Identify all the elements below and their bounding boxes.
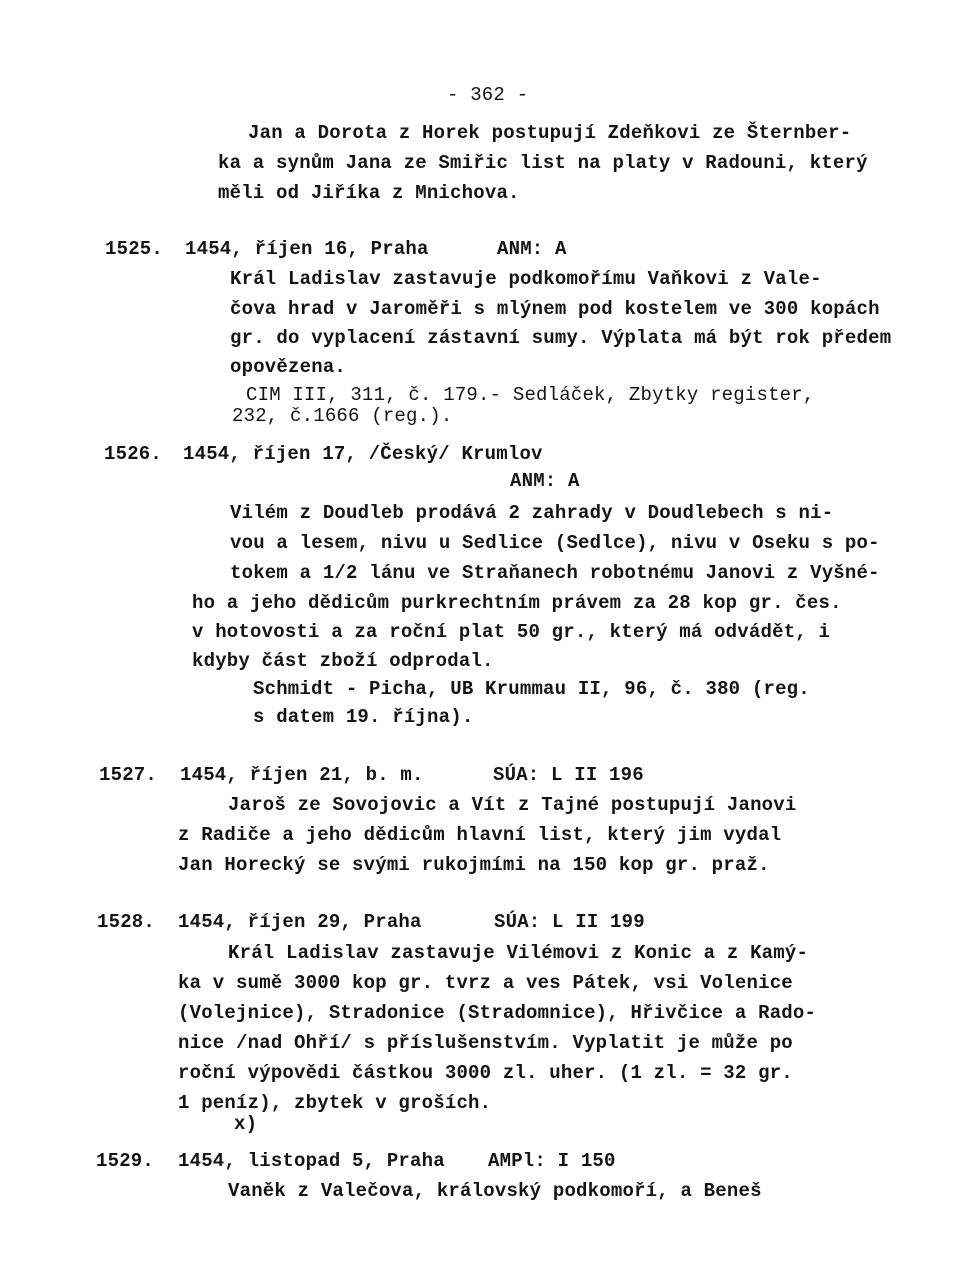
entry-number: 1526. [104,443,163,465]
entry-body-line: vou a lesem, nivu u Sedlice (Sedlce), nivu v Oseku s po- [230,532,880,554]
entry-header: 1454, listopad 5, Praha [178,1150,445,1172]
entry-body-line: roční výpovědi částkou 3000 zl. uher. (1 zl. = 32 gr. [178,1062,793,1084]
entry-source: ANM: A [497,238,567,260]
entry-number: 1527. [99,764,158,786]
entry-body-line: v hotovosti a za roční plat 50 gr., který má odvádět, i [192,621,831,643]
page-number: - 362 - [447,84,529,106]
entry-body-line: ka v sumě 3000 kop gr. tvrz a ves Pátek, vsi Volenice [178,972,793,994]
entry-body-line: 1 peníz), zbytek v groších. [178,1092,492,1114]
entry-body-line: tokem a 1/2 lánu ve Straňanech robotnému Janovi z Vyšné- [230,562,880,584]
entry-number: 1528. [97,911,156,933]
entry-body-line: nice /nad Ohří/ s příslušenstvím. Vyplatit je může po [178,1032,793,1054]
entry-header: 1454, říjen 21, b. m. [180,764,424,786]
intro-line: ka a synům Jana ze Smiřic list na platy v Radouni, který [218,152,868,174]
entry-header: 1454, říjen 17, /Český/ Krumlov [183,443,543,465]
entry-body-line: (Volejnice), Stradonice (Stradomnice), Hřivčice a Rado- [178,1002,817,1024]
entry-header: 1454, říjen 16, Praha [185,238,429,260]
entry-body-line: opovězena. [230,356,347,378]
entry-header: 1454, říjen 29, Praha [178,911,422,933]
entry-reference-line: CIM III, 311, č. 179.- Sedláček, Zbytky register, [246,384,815,406]
entry-body-line: Jaroš ze Sovojovic a Vít z Tajné postupují Janovi [228,794,797,816]
entry-body-line: ho a jeho dědicům purkrechtním právem za 28 kop gr. čes. [192,592,842,614]
entry-reference-line: 232, č.1666 (reg.). [232,405,453,427]
entry-source: SÚA: L II 196 [493,764,644,786]
entry-body-line: Vilém z Doudleb prodává 2 zahrady v Doudlebech s ni- [230,502,834,524]
entry-reference-line: s datem 19. října). [253,706,474,728]
entry-number: 1525. [105,238,164,260]
entry-footnote-mark: x) [234,1113,258,1135]
entry-body-line: Král Ladislav zastavuje Vilémovi z Konic a z Kamý- [228,942,809,964]
entry-source: SÚA: L II 199 [494,911,645,933]
entry-body-line: kdyby část zboží odprodal. [192,650,494,672]
entry-source: AMPl: I 150 [488,1150,616,1172]
entry-number: 1529. [96,1150,155,1172]
entry-body-line: gr. do vyplacení zástavní sumy. Výplata má být rok předem [230,327,892,349]
entry-body-line: z Radiče a jeho dědicům hlavní list, který jim vydal [178,824,782,846]
entry-body-line: Král Ladislav zastavuje podkomořímu Vaňkovi z Vale- [230,268,822,290]
entry-body-line: čova hrad v Jaroměři s mlýnem pod kostelem ve 300 kopách [230,298,880,320]
intro-line: Jan a Dorota z Horek postupují Zdeňkovi ze Šternber- [248,122,852,144]
entry-reference-line: Schmidt - Picha, UB Krummau II, 96, č. 380 (reg. [253,678,810,700]
entry-body-line: Jan Horecký se svými rukojmími na 150 kop gr. praž. [178,854,770,876]
intro-line: měli od Jiříka z Mnichova. [218,182,520,204]
entry-source: ANM: A [510,470,580,492]
entry-body-line: Vaněk z Valečova, královský podkomoří, a Beneš [228,1180,762,1202]
